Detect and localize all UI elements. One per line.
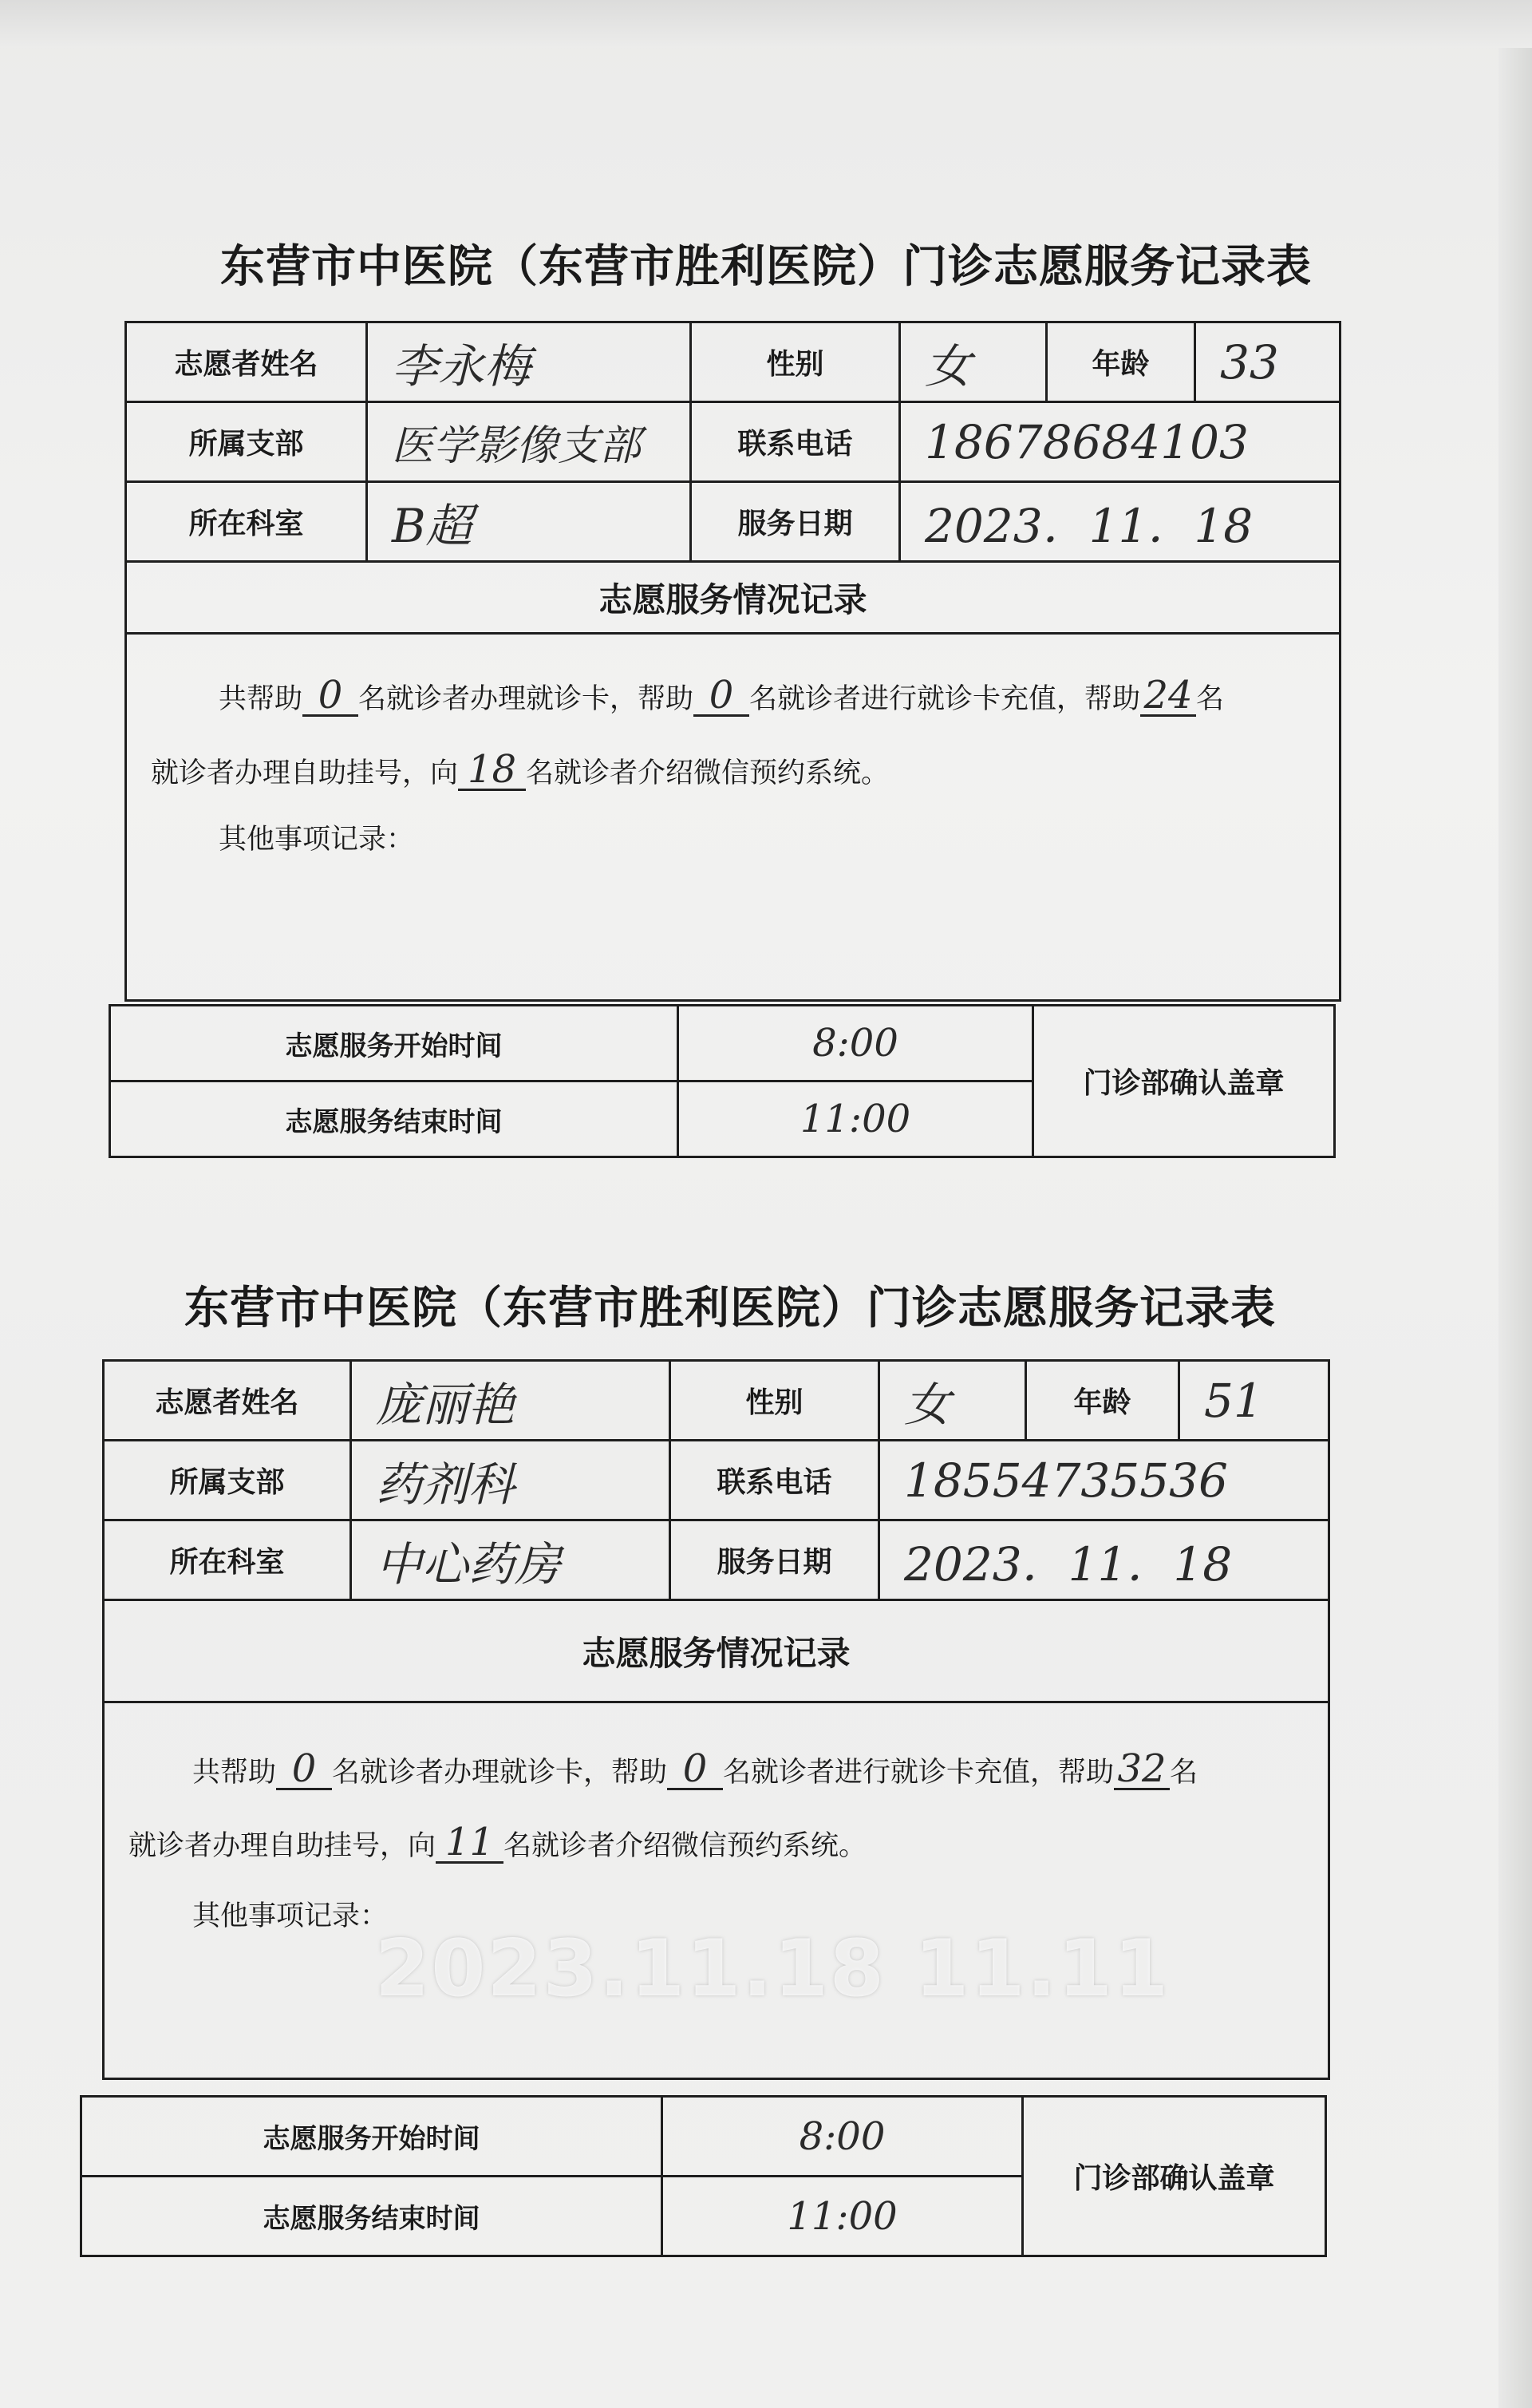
- value-volunteer-name: 李永梅: [367, 322, 691, 402]
- fill-recharge: 0: [693, 676, 749, 717]
- label-department: 所在科室: [126, 482, 367, 562]
- label-end-time: 志愿服务结束时间: [81, 2177, 662, 2256]
- section-heading: 志愿服务情况记录: [104, 1600, 1329, 1702]
- stamp-area: 门诊部确认盖章: [1033, 1006, 1335, 1157]
- value-service-date: 2023．11．18: [900, 482, 1340, 562]
- label-end-time: 志愿服务结束时间: [110, 1081, 678, 1157]
- value-branch: 药剂科: [351, 1441, 670, 1520]
- value-volunteer-name: 庞丽艳: [351, 1361, 670, 1441]
- fill-recharge: 0: [667, 1750, 723, 1790]
- fill-cards: 0: [302, 676, 358, 717]
- value-age: 51: [1179, 1361, 1329, 1441]
- value-phone: 18554735536: [879, 1441, 1329, 1520]
- value-branch: 医学影像支部: [367, 402, 691, 482]
- fill-self-register: 24: [1140, 676, 1196, 717]
- value-end-time: 11:00: [678, 1081, 1033, 1157]
- label-start-time: 志愿服务开始时间: [81, 2097, 662, 2177]
- label-age: 年龄: [1047, 322, 1195, 402]
- value-gender: 女: [900, 322, 1047, 402]
- label-gender: 性别: [670, 1361, 879, 1441]
- value-department: B超: [367, 482, 691, 562]
- value-start-time: 8:00: [662, 2097, 1023, 2177]
- label-phone: 联系电话: [691, 402, 900, 482]
- label-department: 所在科室: [104, 1520, 351, 1600]
- timestamp-watermark: 2023.11.18 11.11: [375, 1924, 1171, 2015]
- section-heading: 志愿服务情况记录: [126, 562, 1340, 634]
- record-line-2: 就诊者办理自助挂号，向 18 名就诊者介绍微信预约系统。: [151, 747, 890, 792]
- form-title: 东营市中医院（东营市胜利医院）门诊志愿服务记录表: [184, 1282, 1276, 1334]
- fill-wechat: 18: [458, 750, 526, 791]
- value-end-time: 11:00: [662, 2177, 1023, 2256]
- other-notes-label: 其他事项记录：: [192, 1900, 389, 1932]
- label-volunteer-name: 志愿者姓名: [104, 1361, 351, 1441]
- stamp-area: 门诊部确认盖章: [1023, 2097, 1326, 2256]
- value-age: 33: [1195, 322, 1340, 402]
- value-department: 中心药房: [351, 1520, 670, 1600]
- record-line-2: 就诊者办理自助挂号，向 11 名就诊者介绍微信预约系统。: [128, 1820, 867, 1864]
- value-service-date: 2023．11．18: [879, 1520, 1329, 1600]
- record-line-1: 共帮助 0 名就诊者办理就诊卡，帮助 0 名就诊者进行就诊卡充值，帮助24 名: [219, 673, 1225, 718]
- fill-self-register: 32: [1114, 1750, 1170, 1790]
- label-service-date: 服务日期: [670, 1520, 879, 1600]
- record-line-1: 共帮助 0 名就诊者办理就诊卡，帮助 0 名就诊者进行就诊卡充值，帮助32 名: [192, 1746, 1198, 1791]
- fill-wechat: 11: [436, 1823, 503, 1864]
- time-table: [80, 2095, 1327, 2257]
- value-gender: 女: [879, 1361, 1026, 1441]
- value-start-time: 8:00: [678, 1006, 1033, 1081]
- label-branch: 所属支部: [104, 1441, 351, 1520]
- label-age: 年龄: [1026, 1361, 1179, 1441]
- fill-cards: 0: [276, 1750, 332, 1790]
- other-notes-label: 其他事项记录：: [219, 824, 415, 856]
- label-service-date: 服务日期: [691, 482, 900, 562]
- label-gender: 性别: [691, 322, 900, 402]
- label-phone: 联系电话: [670, 1441, 879, 1520]
- label-start-time: 志愿服务开始时间: [110, 1006, 678, 1081]
- form-title: 东营市中医院（东营市胜利医院）门诊志愿服务记录表: [220, 240, 1312, 293]
- service-record-body: [104, 1702, 1329, 2079]
- label-branch: 所属支部: [126, 402, 367, 482]
- label-volunteer-name: 志愿者姓名: [126, 322, 367, 402]
- value-phone: 18678684103: [900, 402, 1340, 482]
